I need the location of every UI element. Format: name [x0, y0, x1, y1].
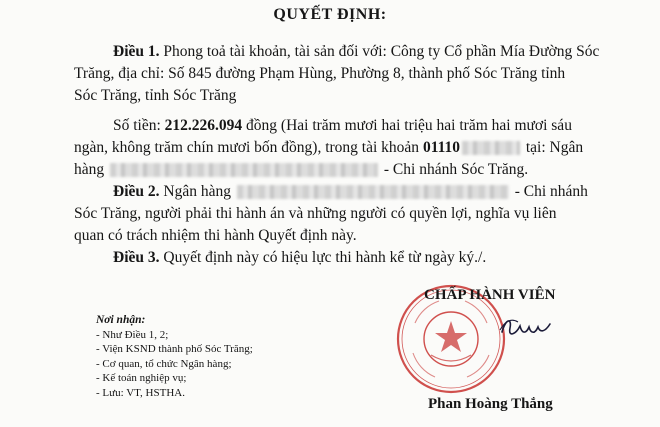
redacted-bank-name-2 [237, 185, 509, 199]
redacted-account-digits [462, 141, 520, 155]
article-3-label: Điều 3. [113, 249, 160, 266]
recipient-item: - Cơ quan, tổ chức Ngân hàng; [96, 357, 232, 370]
article-2-line-2: Sóc Trăng, người phải thi hành án và những người có quyền lợi, nghĩa vụ liên [74, 205, 557, 222]
article-1-text-1: Phong toả tài khoản, tài sản đối với: Công ty Cổ phần Mía Đường Sóc [163, 43, 600, 60]
article-2-line-3: quan có trách nhiệm thi hành Quyết định này. [74, 227, 357, 244]
article-2-label: Điều 2. [113, 183, 160, 200]
signer-name: Phan Hoàng Thắng [428, 396, 553, 412]
recipient-item: - Kế toán nghiệp vụ; [96, 372, 187, 384]
recipients-block [96, 313, 253, 400]
article-3-line [113, 248, 486, 268]
recipient-item: - Như Điều 1, 2; [96, 328, 169, 341]
article-1-line-2: Trăng, địa chỉ: Số 845 đường Phạm Hùng, Phường 8, thành phố Sóc Trăng tỉnh [74, 65, 566, 82]
account-number: 01110 [422, 139, 460, 156]
article-2-text-2: - Chi nhánh [514, 183, 588, 200]
amount-text-1: đồng (Hai trăm mươi hai triệu hai trăm hai mươi sáu [246, 117, 572, 134]
recipient-item: - Viện KSND thành phố Sóc Trăng; [96, 343, 253, 355]
article-2-text-1: Ngân hàng [163, 183, 231, 200]
amount-line-1 [113, 116, 572, 136]
amount-prefix: Số tiền: [113, 117, 161, 134]
amount-text-2: ngàn, không trăm chín mươi bốn đồng), trong tài khoản [74, 139, 420, 156]
document-title: QUYẾT ĐỊNH: [273, 6, 387, 23]
amount-line-3 [74, 160, 528, 180]
article-1-line-3: Sóc Trăng, tỉnh Sóc Trăng [74, 87, 237, 104]
handwritten-signature [498, 312, 558, 342]
redacted-bank-name [110, 163, 378, 177]
signer-title: CHẤP HÀNH VIÊN [424, 287, 556, 303]
amount-text-3: tại: Ngân [525, 139, 584, 156]
recipients-heading: Nơi nhận: [96, 314, 146, 326]
recipient-item: - Lưu: VT, HSTHA. [96, 386, 185, 399]
amount-value: 212.226.094 [164, 117, 243, 134]
article-1-label: Điều 1. [113, 43, 160, 60]
amount-line-2 [74, 138, 583, 158]
article-2-line-1 [113, 182, 588, 202]
amount-text-4: hàng [74, 161, 105, 178]
amount-text-5: - Chi nhánh Sóc Trăng. [383, 161, 529, 178]
article-1-line-1 [113, 42, 599, 62]
article-3-text: Quyết định này có hiệu lực thi hành kể từ ngày ký./. [163, 249, 487, 266]
